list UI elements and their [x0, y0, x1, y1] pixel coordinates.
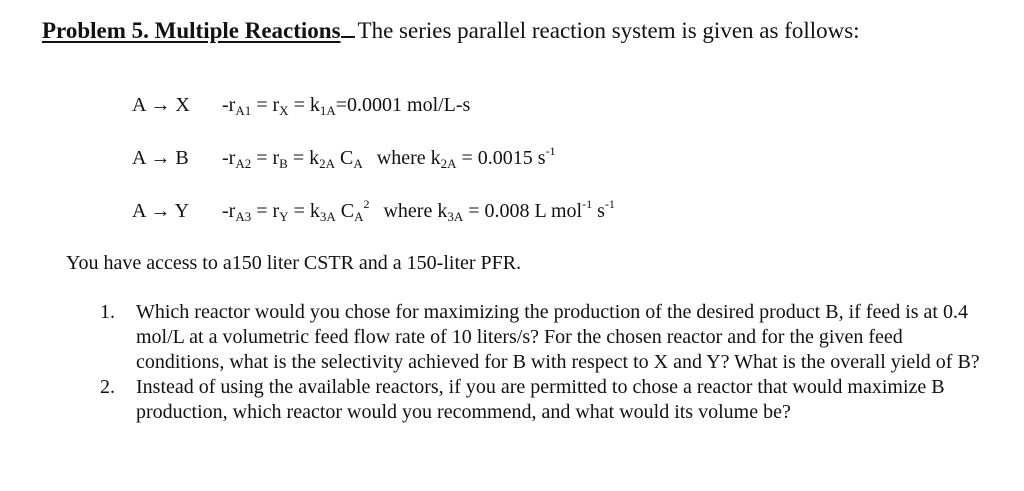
question-number: 1.	[100, 301, 115, 323]
question-list	[100, 300, 980, 425]
reaction-equation: A → X	[132, 94, 190, 116]
reaction-rate: $-r_{A2} = r_B = k_{2A}$ $C_A$ where $k_{2A} = 0.0015$ $s^{-1}$	[222, 144, 556, 171]
problem-intro: The series parallel reaction system is given as follows:	[357, 18, 860, 43]
reaction-1	[132, 92, 470, 118]
reaction-3	[132, 198, 615, 224]
question-text: Which reactor would you chose for maximizing the production of the desired product B, if feed is at 0.4 mol/L at a volumetric feed flow rate of 10 liters/s? For the chosen reactor and for the given feed conditions, what is the selectivity achieved for B with respect to X and Y? What is the overall yield of B?	[136, 301, 980, 373]
question-item	[100, 375, 980, 425]
question-number: 2.	[100, 376, 115, 398]
reaction-2	[132, 145, 556, 171]
reaction-equation: A → Y	[132, 200, 190, 222]
underline-gap	[341, 18, 355, 38]
reactor-availability-text: You have access to a150 liter CSTR and a 150-liter PFR.	[66, 252, 522, 274]
question-item	[100, 300, 980, 375]
problem-label: Problem 5. Multiple Reactions	[42, 18, 341, 43]
problem-heading	[42, 16, 860, 46]
question-text: Instead of using the available reactors, if you are permitted to chose a reactor that would maximize B production, which reactor would you recommend, and what would its volume be?	[136, 376, 945, 423]
reaction-equation: A → B	[132, 147, 189, 169]
reaction-rate: $-r_{A3} = r_Y = k_{3A}$ $C_A^2$ where $k_{3A} = 0.008$ L mol$^{-1}$ $s^{-1}$	[222, 197, 615, 224]
reaction-rate: $-r_{A1} = r_X = k_{1A}=0.0001$ mol/L-s	[222, 94, 471, 118]
